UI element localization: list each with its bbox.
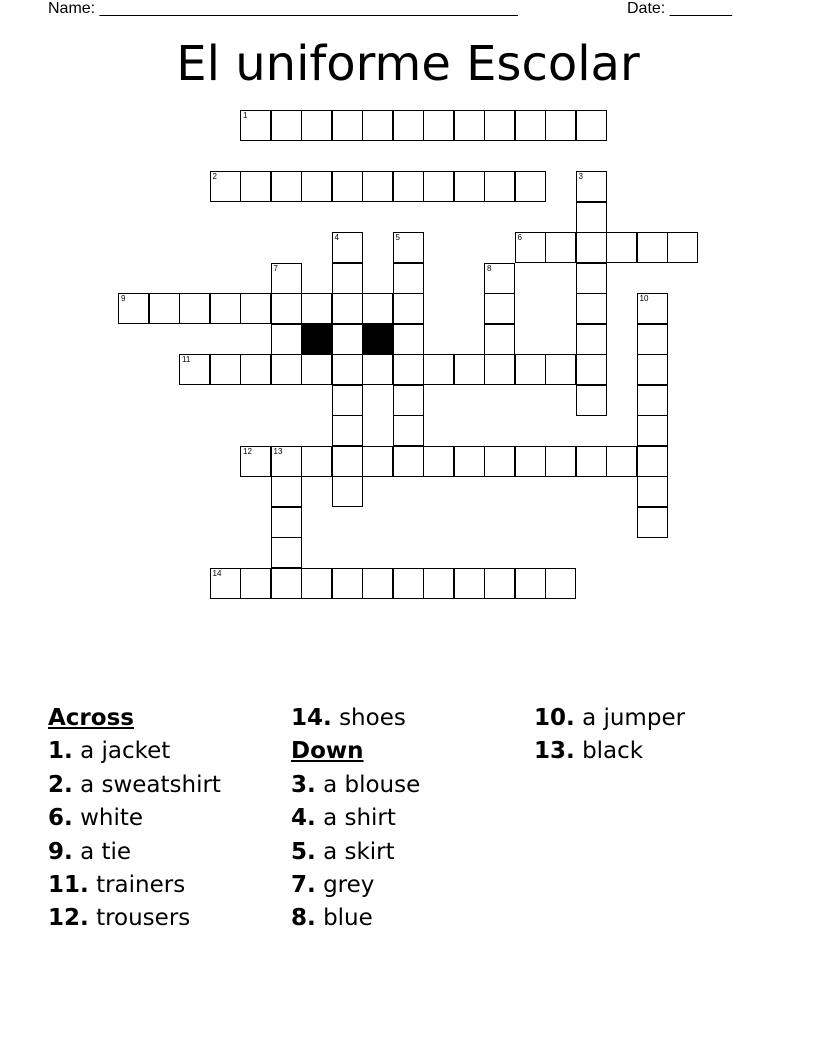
crossword-cell[interactable] (667, 232, 698, 263)
crossword-cell[interactable] (515, 568, 546, 599)
cell-number: 8 (487, 263, 492, 273)
cell-number: 5 (395, 233, 400, 242)
crossword-cell[interactable] (606, 446, 637, 477)
crossword-cell[interactable] (637, 385, 668, 416)
crossword-cell[interactable] (515, 446, 546, 477)
down-heading: Down (291, 738, 364, 765)
cell-number: 12 (243, 446, 252, 456)
clue-across-12 (48, 902, 288, 935)
clue-number: 3. (291, 771, 316, 798)
clue-text: a blouse (323, 771, 421, 798)
crossword-cell[interactable] (271, 110, 302, 141)
clue-text: a skirt (323, 838, 395, 865)
crossword-cell[interactable] (393, 110, 424, 141)
crossword-cell[interactable] (210, 354, 241, 385)
crossword-cell[interactable] (393, 171, 424, 202)
crossword-cell[interactable] (545, 354, 576, 385)
crossword-cell[interactable] (332, 263, 363, 294)
crossword-cell[interactable] (637, 507, 668, 538)
crossword-cell[interactable] (393, 232, 424, 263)
crossword-cell[interactable] (423, 110, 454, 141)
clue-down-10 (534, 702, 774, 735)
crossword-cell[interactable] (454, 446, 485, 477)
clue-text: white (80, 805, 144, 832)
crossword-cell[interactable] (637, 324, 668, 355)
clue-text: shoes (339, 705, 406, 731)
clue-down-8 (291, 902, 531, 935)
crossword-cell[interactable] (454, 171, 485, 202)
crossword-cell[interactable] (332, 110, 363, 141)
crossword-cell[interactable] (271, 324, 302, 355)
clue-number: 2. (48, 771, 73, 798)
clue-text: a jumper (582, 705, 686, 731)
crossword-black-cell (362, 324, 393, 355)
crossword-cell[interactable] (332, 476, 363, 507)
crossword-cell[interactable] (454, 110, 485, 141)
date-field-line: Date: _______ (627, 0, 732, 17)
crossword-cell[interactable] (332, 293, 363, 324)
crossword-cell[interactable] (271, 171, 302, 202)
clue-text: a shirt (323, 805, 396, 832)
name-field-line: Name: _______________________________________________ (48, 0, 518, 17)
crossword-cell[interactable] (393, 446, 424, 477)
crossword-cell[interactable] (576, 232, 607, 263)
crossword-cell[interactable] (332, 354, 363, 385)
crossword-cell[interactable] (362, 293, 393, 324)
crossword-cell[interactable] (362, 171, 393, 202)
crossword-cell[interactable] (637, 415, 668, 446)
cell-number: 3 (578, 172, 583, 181)
crossword-cell[interactable] (637, 446, 668, 477)
clue-text: blue (323, 905, 373, 932)
page-title: El uniforme Escolar (176, 36, 640, 92)
crossword-cell[interactable] (637, 354, 668, 385)
clue-number: 7. (291, 872, 316, 899)
crossword-cell[interactable] (393, 568, 424, 599)
clue-across-1 (48, 735, 288, 768)
cell-number: 10 (639, 294, 649, 303)
crossword-cell[interactable] (332, 568, 363, 599)
crossword-cell[interactable] (332, 446, 363, 477)
crossword-cell[interactable] (332, 171, 363, 202)
cell-number: 1 (243, 111, 248, 120)
crossword-cell[interactable] (515, 171, 546, 202)
clue-down-13 (534, 735, 774, 768)
crossword-cell[interactable] (332, 385, 363, 416)
crossword-cell[interactable] (576, 385, 607, 416)
cell-number: 6 (517, 233, 522, 242)
crossword-cell[interactable] (271, 263, 302, 294)
crossword-cell[interactable] (637, 232, 668, 263)
clue-number: 12. (48, 905, 89, 932)
crossword-cell[interactable] (393, 415, 424, 446)
clue-text: a tie (80, 838, 132, 865)
clue-text: trousers (96, 905, 191, 932)
crossword-cell[interactable] (301, 293, 332, 324)
clue-across-9 (48, 836, 288, 869)
crossword-cell[interactable] (484, 446, 515, 477)
clue-down-7 (291, 869, 531, 902)
clue-across-11 (48, 869, 288, 902)
clue-number: 1. (48, 738, 73, 765)
crossword-cell[interactable] (576, 110, 607, 141)
crossword-cell[interactable] (240, 171, 271, 202)
clue-number: 14. (291, 705, 332, 731)
cell-number: 2 (212, 172, 217, 181)
crossword-cell[interactable] (301, 568, 332, 599)
crossword-cell[interactable] (423, 446, 454, 477)
crossword-cell[interactable] (423, 354, 454, 385)
crossword-cell[interactable] (576, 354, 607, 385)
crossword-cell[interactable] (301, 446, 332, 477)
crossword-cell[interactable] (393, 385, 424, 416)
crossword-cell[interactable] (484, 263, 515, 294)
crossword-cell[interactable] (362, 110, 393, 141)
clue-down-3 (291, 769, 531, 802)
crossword-cell[interactable] (637, 293, 668, 324)
clues-column-3 (534, 702, 774, 769)
crossword-cell[interactable] (576, 324, 607, 355)
crossword-cell[interactable] (271, 446, 302, 477)
clue-number: 5. (291, 838, 316, 865)
crossword-cell[interactable] (576, 263, 607, 294)
crossword-cell[interactable] (271, 476, 302, 507)
crossword-cell[interactable] (454, 568, 485, 599)
crossword-cell[interactable] (545, 232, 576, 263)
crossword-cell[interactable] (210, 171, 241, 202)
crossword-cell[interactable] (362, 354, 393, 385)
crossword-black-cell (301, 324, 332, 355)
crossword-cell[interactable] (484, 354, 515, 385)
across-heading: Across (48, 705, 134, 731)
clue-text: a sweatshirt (80, 771, 221, 798)
clue-across-6 (48, 802, 288, 835)
clue-number: 4. (291, 805, 316, 832)
crossword-cell[interactable] (484, 568, 515, 599)
crossword-cell[interactable] (332, 415, 363, 446)
crossword-cell[interactable] (362, 446, 393, 477)
clue-text: a jacket (80, 738, 171, 765)
crossword-cell[interactable] (484, 324, 515, 355)
crossword-cell[interactable] (240, 293, 271, 324)
crossword-cell[interactable] (545, 568, 576, 599)
clue-text: grey (323, 872, 375, 899)
crossword-cell[interactable] (118, 293, 149, 324)
clue-across-14 (291, 702, 531, 735)
crossword-cell[interactable] (545, 446, 576, 477)
crossword-cell[interactable] (332, 324, 363, 355)
clues-column-2 (291, 702, 531, 936)
crossword-cell[interactable] (149, 293, 180, 324)
crossword-cell[interactable] (393, 354, 424, 385)
crossword-cell[interactable] (576, 171, 607, 202)
clue-down-5 (291, 836, 531, 869)
crossword-cell[interactable] (210, 568, 241, 599)
cell-number: 11 (182, 355, 191, 364)
crossword-cell[interactable] (240, 110, 271, 141)
clue-across-2 (48, 769, 288, 802)
crossword-cell[interactable] (301, 110, 332, 141)
crossword-cell[interactable] (240, 446, 271, 477)
crossword-cell[interactable] (637, 476, 668, 507)
clue-number: 6. (48, 805, 73, 832)
crossword-cell[interactable] (332, 232, 363, 263)
clue-text: black (582, 738, 644, 765)
clue-down-4 (291, 802, 531, 835)
crossword-cell[interactable] (393, 263, 424, 294)
cell-number: 7 (273, 263, 278, 273)
crossword-cell[interactable] (423, 171, 454, 202)
crossword-cell[interactable] (271, 507, 302, 538)
crossword-cell[interactable] (515, 110, 546, 141)
crossword-cell[interactable] (179, 354, 210, 385)
clue-number: 10. (534, 705, 575, 731)
crossword-cell[interactable] (271, 354, 302, 385)
cell-number: 13 (273, 446, 283, 456)
clue-number: 8. (291, 905, 316, 932)
crossword-cell[interactable] (271, 537, 302, 568)
clues-column-1 (48, 702, 288, 936)
crossword-cell[interactable] (484, 293, 515, 324)
crossword-cell[interactable] (515, 232, 546, 263)
crossword-cell[interactable] (301, 171, 332, 202)
crossword-cell[interactable] (301, 354, 332, 385)
clue-number: 9. (48, 838, 73, 865)
crossword-cell[interactable] (576, 202, 607, 233)
crossword-cell[interactable] (515, 354, 546, 385)
crossword-cell[interactable] (240, 568, 271, 599)
crossword-cell[interactable] (454, 354, 485, 385)
crossword-cell[interactable] (576, 446, 607, 477)
crossword-cell[interactable] (271, 568, 302, 599)
crossword-cell[interactable] (240, 354, 271, 385)
crossword-cell[interactable] (606, 232, 637, 263)
crossword-cell[interactable] (210, 293, 241, 324)
crossword-cell[interactable] (484, 110, 515, 141)
crossword-cell[interactable] (393, 293, 424, 324)
clue-number: 13. (534, 738, 575, 765)
crossword-cell[interactable] (545, 110, 576, 141)
crossword-cell[interactable] (179, 293, 210, 324)
crossword-cell[interactable] (393, 324, 424, 355)
clue-number: 11. (48, 872, 89, 899)
cell-number: 14 (212, 568, 222, 578)
clue-text: trainers (96, 872, 186, 899)
crossword-cell[interactable] (271, 293, 302, 324)
cell-number: 9 (121, 294, 126, 303)
crossword-cell[interactable] (423, 568, 454, 599)
cell-number: 4 (334, 233, 339, 242)
crossword-cell[interactable] (576, 293, 607, 324)
crossword-cell[interactable] (362, 568, 393, 599)
crossword-cell[interactable] (484, 171, 515, 202)
